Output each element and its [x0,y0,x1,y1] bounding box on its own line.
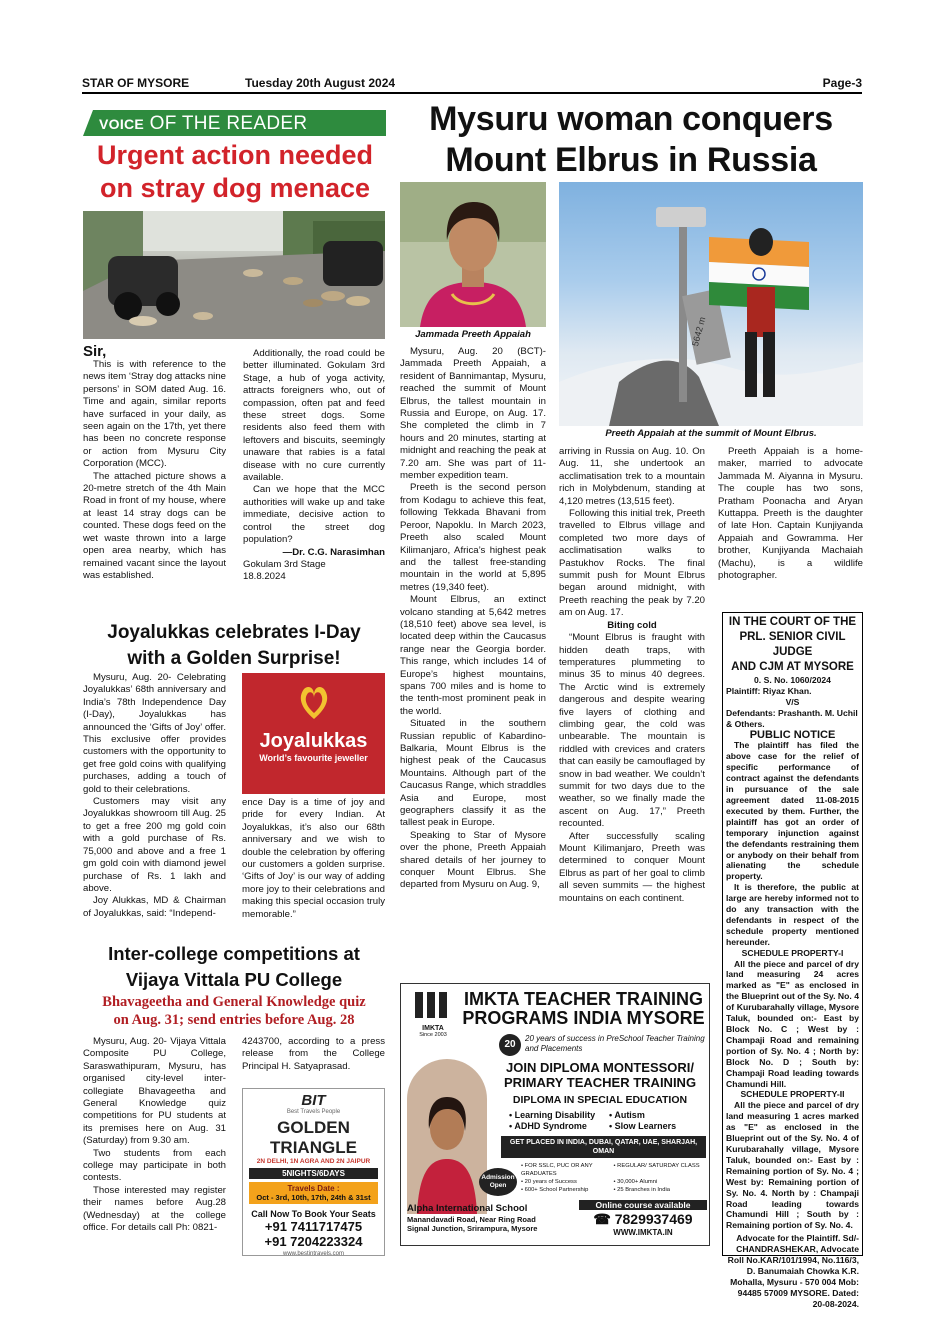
joy-para: ence Day is a time of joy and pride for every Indian. At Joyalukkas, it’s also our 68th anniversary and we wish to double the celebration by offering our customers a golden surprise. ‘Gifts of Joy’ is our way of adding more joy to their celebrations and making this special occasion truly memorable.” [242,797,385,920]
imkta-admission: Admission Open [479,1168,517,1196]
imkta-web: WWW.IMKTA.IN [613,1228,673,1237]
imkta-ad [400,983,710,1246]
issue-date: Tuesday 20th August 2024 [245,76,396,90]
voice-col2 [243,348,385,613]
imkta-since: Since 2003 [419,1032,447,1038]
travel-ad [242,1088,385,1256]
voice-banner [83,110,386,136]
elbrus-col3 [718,446,863,606]
imkta-years-badge: 20 [499,1034,521,1056]
joy-logo-tagline: World’s favourite jeweller [259,753,368,763]
travel-tagline: Best Travels People [286,1109,341,1115]
college-para: 4243700, according to a press release from the College Principal H. Satyaprasad. [242,1036,385,1072]
paper-name: STAR OF MYSORE [82,76,190,90]
elbrus-headline-line1: Mysuru woman conquers [429,100,833,138]
college-para: Mysuru, Aug. 20- Vijaya Vittala Composite PU College, Saraswathipuram, Mysuru, has organised city-level inter-collegiate Bhavageetha and General Knowledge quiz competitions for PU students at its premises here on Aug. 31 (Saturday) from 9.30 am. [83,1036,226,1147]
joy-headline-line2: with a Golden Surprise! [127,648,341,669]
court-footer: Advocate for the Plaintiff. Sd/- CHANDRASHEKAR, Advocate Roll No.KAR/101/1994, No.116/3, D. Banumaiah Chowka K.R. Mohalla, Mysuru - 570 004 Mob: 94485 57009 MYSORE. Dated: 20-08-2024. [727,1233,859,1309]
salutation: Sir, [83,343,107,360]
imkta-join1: JOIN DIPLOMA MONTESSORI/ [505,1060,695,1075]
voice-headline-line2: on stray dog menace [99,173,371,203]
joyalukkas-ad [242,673,385,794]
stray-dogs-photo [83,211,385,339]
imkta-bullet: • Slow Learners [609,1121,677,1131]
joy-para: Mysuru, Aug. 20- Celebrating Joyalukkas’ 68th anniversary and India’s 78th Independence Day (I-Day), Joyalukkas has announced the ‘Gifts of Joy’ offer. This exclusive offer provides customers with the opportunity to get free gold coins with qualifying purchases, adding a touch of gold to their celebrations. [83,672,226,795]
joy-col1 [83,672,226,932]
court-plaintiff: Plaintiff: Riyaz Khan. [726,685,812,696]
imkta-title2: PROGRAMS INDIA MYSORE [462,1008,705,1028]
court-schedule2-title: SCHEDULE PROPERTY-II [740,1089,845,1100]
elbrus-para: Speaking to Star of Mysore over the phone, Preeth Appaiah shared details of her journey to conquer Mount Elbrus. She departed from Mysuru on Aug. 9, [400,829,546,891]
masthead [82,74,862,94]
elbrus-para: Mysuru, Aug. 20 (BCT)- Jammada Preeth Appaiah, a resident of Bannimantap, Mysuru, reached the summit of Mount Elbrus, the tallest mountain in Russia and Europe, on Aug. 17. She completed the climb in 7 hours and 20 minutes, starting at midnight and reaching the peak at 7.20 am. She was part of 11-member expedition team. [400,346,546,482]
college-subhead-line2: on Aug. 31; send entries before Aug. 28 [113,1012,355,1028]
portrait-photo [400,182,546,327]
imkta-address2: Signal Junction, Srirampura, Mysore [407,1224,538,1233]
travel-call: Call Now To Book Your Seats [251,1209,376,1219]
travel-web: www.bestintravels.com [282,1251,345,1257]
college-para: Those interested may register their names before Aug.28 (Wednesday) at the college office. For details call Ph: 0821- [83,1184,226,1234]
voice-kicker-rest: OF THE READER [144,113,308,134]
imkta-logo-icon [413,990,453,1020]
elbrus-headline [397,99,865,181]
imkta-fact: • FOR SSLC, PUC OR ANY GRADUATES [521,1163,593,1177]
court-case-number: 0. S. No. 1060/2024 [754,675,831,685]
imkta-online: Online course available [579,1200,707,1210]
court-schedule2: All the piece and parcel of dry land measuring 1 acres marked as "E" as enclosed in the Blueprint out of the Sy. No. 4 of Kurubarahally village, Mysore Taluk, bounded on:- East by : Remaining portion of Sy. No. 4 ; West by: Remaining portion of Sy. No. 4. North by : Champaji Road leading towards Chamundi Hill ; South by : Remaining portion of Sy. No. 4. [726,1100,859,1231]
voice-col1 [83,345,226,613]
college-headline [80,941,388,993]
travel-phone2: +91 7204223324 [264,1234,363,1249]
summit-photo [559,182,863,426]
college-col1 [83,1036,226,1261]
court-notice [722,612,863,1309]
travel-phone1: +91 7411717475 [264,1219,363,1234]
joy-para: Joy Alukkas, MD & Chairman of Joyalukkas, said: “Independ- [83,895,226,919]
letter-date: 18.8.2024 [243,571,286,583]
court-title1: IN THE COURT OF THE [728,616,857,628]
college-subhead [80,993,388,1029]
elbrus-para: Following this initial trek, Preeth travelled to Elbrus village and completed two more days of acclimatisation walks to Pastukhov Rocks. The final summit push for Mount Elbrus began around midnight, with Preeth reaching the peak by 7.20 am on Aug. 17. [559,508,705,619]
imkta-title1: IMKTA TEACHER TRAINING [464,989,703,1009]
voice-kicker-bold: VOICE [99,116,145,132]
imkta-logo: IMKTA [422,1025,444,1032]
joy-headline [80,620,388,672]
elbrus-para: arriving in Russia on Aug. 10. On Aug. 11, she undertook an acclimatisation trek to a mountain rich in Molybdenum, standing at 4,120 metres (13,515 feet). [559,446,705,507]
joy-col2 [242,797,385,937]
court-defendants: Defendants: Prashanth. M. Uchil & Others. [726,707,858,729]
court-schedule1: All the piece and parcel of dry land measuring 24 acres marked as "E" as enclosed in the Blueprint out of the Sy. No. 4 of Kurubarahally village, Mysore Taluk, bounded on:- East by Block No. C ; West by : Champaji Road and remaining portion of Sy. No. 4 ; North by: Block No. D ; South by: Champaji Road leading towards Chamundi Hill. [726,958,859,1089]
elbrus-para: After successfully scaling Mount Kilimanjaro, Preeth was determined to conquer Mount Elbrus as part of her goal to climb all seven summits — the highest mountains on each continent. [559,830,705,904]
travel-dates-label: Travels Date : [287,1184,340,1193]
elbrus-col1 [400,346,546,971]
elbrus-subhead: Biting cold [607,619,657,631]
imkta-fact: • 30,000+ Alumni [613,1179,658,1185]
voice-para: Additionally, the road could be better illuminated. Gokulam 3rd Stage, a hub of yoga activity, attracts foreigners who, out of compassion, often pat and feed these street dogs. Some residents also feed them with leftovers and biscuits, seemingly unaware that rabies is a fatal disease with no cure currently available. [243,348,385,484]
college-subhead-line1: Bhavageetha and General Knowledge quiz [102,994,366,1010]
joy-logo-text: Joyalukkas [259,730,368,752]
travel-route: 2N DELHI, 1N AGRA AND 2N JAIPUR [256,1158,371,1165]
elbrus-para: “Mount Elbrus is fraught with hidden death traps, with temperatures plummeting to minus 35 to minus 40 degrees. The Arctic wind is extremely dangerous and despite wearing five layers of clothing and climbing gear, the cold was unbearable. The mountain is riddled with crevices and craters that can easily be camouflaged by snow in bad weather. We couldn’t summit for two days due to the weather, so we finally made the ascent on Aug. 17,” Preeth recounted. [559,632,705,830]
court-vs: V/S [785,696,800,707]
imkta-bullet: • Autism [609,1110,645,1120]
voice-para: This is with reference to the news item ‘Stray dog attacks nine persons’ in SOM dated Aug. 16. Time and again, similar reports have surfaced in your daily, as seen again on the 17th, yet there has been no concrete response or action from Mysuru City Corporation (MCC). [83,359,226,470]
imkta-phone: ☎ 7829937469 [593,1211,693,1227]
summit-caption: Preeth Appaiah at the summit of Mount Elbrus. [605,428,817,439]
joy-para: Customers may visit any Joyalukkas showroom till Aug. 25 to get a free 200 mg gold coin with a gold purchase of Rs. 75,000 and above and a free 1 gm gold coin with diamond jewel purchase of Rs. 1 lakh and above. [83,796,226,894]
imkta-fact: • 600+ School Partnership [521,1187,589,1193]
imkta-photo [407,1059,487,1214]
portrait-caption: Jammada Preeth Appaiah [415,329,531,340]
college-headline-line2: Vijaya Vittala PU College [125,969,343,990]
joyalukkas-logo-icon [296,683,332,721]
elbrus-para: Situated in the southern Russian republic of Kabardino-Balkaria, Mount Elbrus is the highest peak of the Caucasus Mountains. Although part of the Caucasus Range, which straddles Asia and Europe, most geographers classify it as the tallest peak in Europe. [400,718,546,829]
elbrus-para: Mount Elbrus, an extinct volcano standing at 5,642 metres (18,510 feet) above sea level, is located deep within the Caucasus range near the Georgia border. This range, which includes 14 of Europe’s highest mountains, spans 700 miles and is home to the tenth-most prominent peak in the world. [400,594,546,717]
elbrus-para: Preeth is the second person from Kodagu to achieve this feat, following Tekkada Bhavani from Peroor, Napoklu. In March 2023, Preeth also scaled Mount Kilimanjaro, Africa’s highest peak and the tallest free-standing mountain in the world at 5,895 metres (19,340 feet). [400,482,546,593]
imkta-diploma: DIPLOMA IN SPECIAL EDUCATION [512,1094,688,1106]
college-col2 [242,1036,385,1086]
page-number: Page-3 [822,76,862,90]
travel-title: GOLDEN TRIANGLE [270,1118,357,1157]
letter-address: Gokulam 3rd Stage [243,558,326,570]
elbrus-para: Preeth Appaiah is a home-maker, married to advocate Jammada M. Aiyanna in Mysuru. The couple has two sons, Pratham Poonacha and Aryan Kuttappa. Preeth is the daughter of late Hon. Captain Kunjiyanda Appaiah and Gowramma. Her brother, Kunjiyanda Machaiah (Machu), is a wildlife photographer. [718,446,863,582]
court-body: The plaintiff has filed the above case for the relief of specific performance of contract against the defendants in pursuance of the sale agreement dated 11-08-2015 executed by them. Further, the plaintiff has got an order of temporary injunction against the defendants restraining them or anybody on their behalf from alienating the schedule property. [726,740,859,882]
summit-marker-text: 5642 m [689,315,708,348]
imkta-join2: PRIMARY TEACHER TRAINING [503,1075,697,1090]
court-public-notice: PUBLIC NOTICE [749,728,836,741]
voice-headline [80,139,390,205]
college-headline-line1: Inter-college competitions at [108,943,360,964]
letter-signature: —Dr. C.G. Narasimhan [282,546,385,558]
travel-duration: 5NIGHTS/6DAYS [249,1168,378,1179]
imkta-bullet: • ADHD Syndrome [509,1121,587,1131]
imkta-phone-number: 7829937469 [614,1211,693,1227]
elbrus-col2 [559,446,705,971]
voice-para: The attached picture shows a 20-metre stretch of the 4th Main Road in front of my house, where at least 14 stray dogs can be counted. These dogs feed on the wet waste thrown into a large open area nearby, which has remained vacant since the layout was established. [83,470,226,581]
elbrus-headline-line2: Mount Elbrus in Russia [445,141,817,179]
imkta-placed: GET PLACED IN INDIA, DUBAI, QATAR, UAE, SHARJAH, OMAN [501,1136,706,1158]
imkta-address1: Manandavadi Road, Near Ring Road [407,1215,536,1224]
joy-headline-line1: Joyalukkas celebrates I-Day [107,622,361,643]
imkta-fact: • REGULAR/ SATURDAY CLASS [613,1163,700,1169]
court-schedule1-title: SCHEDULE PROPERTY-I [741,947,844,958]
court-title3: AND CJM AT MYSORE [731,661,854,673]
voice-para: Can we hope that the MCC authorities will wake up and take immediate, decisive action to control the street dog population? [243,484,385,546]
imkta-bullet: • Learning Disability [509,1110,596,1120]
imkta-tagline: 20 years of success in PreSchool Teacher Training and Placements [525,1034,705,1053]
imkta-fact: • 20 years of Success [521,1179,577,1185]
imkta-school: Alpha International School [407,1203,528,1214]
travel-brand: BIT [301,1092,326,1109]
court-title2: PRL. SENIOR CIVIL JUDGE [739,631,846,658]
imkta-fact: • 25 Branches in India [613,1187,670,1193]
travel-dates: Oct - 3rd, 10th, 17th, 24th & 31st [256,1193,371,1202]
college-para: Two students from each college may participate in both contests. [83,1147,226,1184]
voice-headline-line1: Urgent action needed [96,140,374,170]
court-body: It is therefore, the public at large are hereby informed not to do any transaction with the defendants in respect of the schedule property mentioned hereunder. [726,882,859,947]
